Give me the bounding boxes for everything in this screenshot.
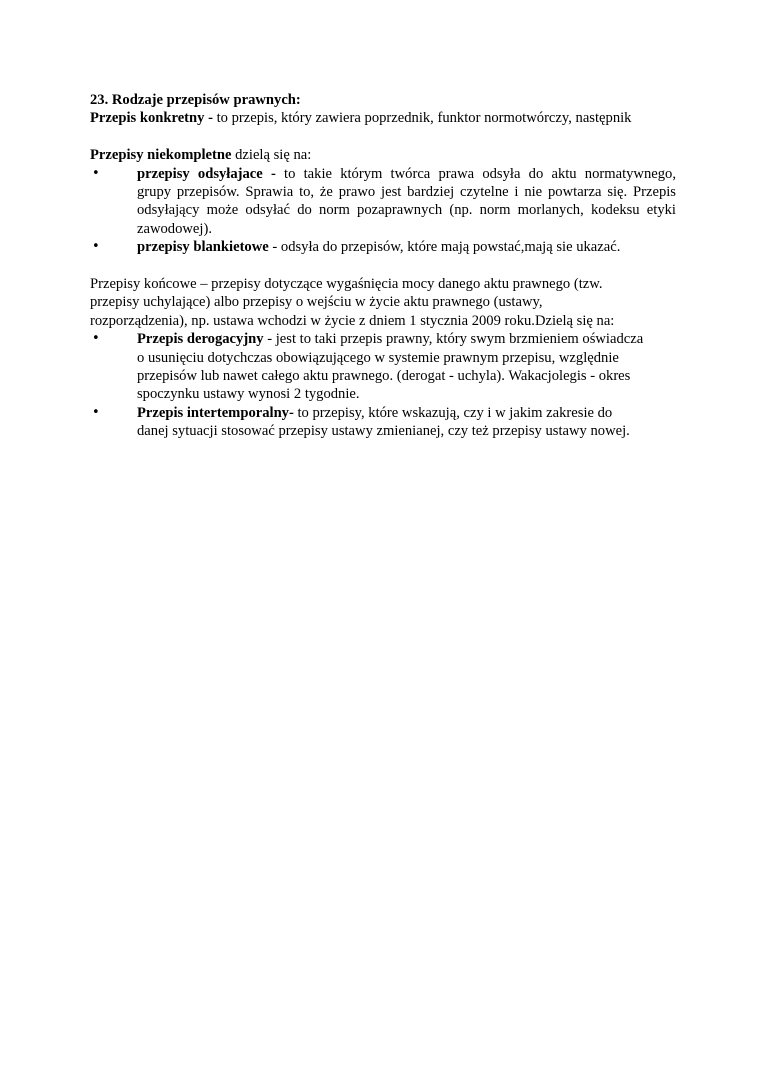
przepis-konkretny-term: Przepis konkretny -	[90, 110, 213, 127]
paragraph-spacer	[90, 128, 676, 146]
blankietowe-line-1	[137, 238, 676, 256]
intertemporalny-line-2: danej sytuacji stosować przepisy ustawy zmienianej, czy też przepisy ustawy nowej.	[137, 423, 630, 440]
koncowe-list	[90, 330, 676, 440]
derogacyjny-line-4: spoczynku ustawy wynosi 2 tygodnie.	[137, 386, 360, 403]
przepis-konkretny-text: to przepis, który zawiera poprzednik, funktor normotwórczy, następnik	[212, 110, 632, 127]
derogacyjny-line-1	[137, 330, 676, 348]
bullet-icon: •	[92, 404, 100, 420]
przepisy-niekompletne-intro	[90, 146, 676, 164]
koncowe-line-3: rozporządzenia), np. ustawa wchodzi w życie z dniem 1 stycznia 2009 roku.Dzielą się na:	[90, 312, 615, 329]
intertemporalny-text-1: to przepisy, które wskazują, czy i w jakim zakresie do	[293, 404, 613, 421]
bullet-icon: •	[92, 331, 100, 347]
derogacyjny-text-1: - jest to taki przepis prawny, który swym brzmieniem oświadcza	[263, 331, 644, 348]
odsylajace-term: przepisy odsyłajace -	[137, 165, 276, 182]
section-heading: 23. Rodzaje przepisów prawnych:	[90, 92, 301, 108]
przepis-konkretny-paragraph	[90, 109, 676, 127]
derogacyjny-term: Przepis derogacyjny	[137, 331, 264, 348]
przepisy-niekompletne-term: Przepisy niekompletne	[90, 147, 232, 164]
odsylajace-line-1	[137, 165, 676, 183]
document-page	[90, 91, 676, 441]
derogacyjny-line-3: przepisów lub nawet całego aktu prawnego. (derogat - uchyla). Wakacjolegis - okres	[137, 368, 631, 385]
koncowe-line-2: przepisy uchylające) albo przepisy o wejściu w życie aktu prawnego (ustawy,	[90, 294, 543, 311]
bullet-icon: •	[92, 239, 100, 255]
list-item-odsylajace	[90, 165, 676, 239]
intertemporalny-term: Przepis intertemporalny-	[137, 404, 294, 421]
blankietowe-text-1: - odsyła do przepisów, które mają powstać,mają sie ukazać.	[268, 239, 621, 256]
odsylajace-line-2: grupy przepisów. Sprawia to, że prawo jest bardziej czytelne i nie powtarza się. Przepis	[137, 184, 676, 201]
intertemporalny-line-1	[137, 404, 676, 422]
list-item-derogacyjny	[90, 330, 676, 404]
list-item-blankietowe	[90, 238, 676, 256]
blankietowe-term: przepisy blankietowe	[137, 239, 269, 256]
odsylajace-text-1: to takie którym twórca prawa odsyła do aktu normatywnego,	[275, 165, 676, 182]
bullet-icon: •	[92, 165, 100, 181]
odsylajace-line-4: zawodowej).	[137, 220, 212, 237]
paragraph-spacer	[90, 257, 676, 275]
koncowe-line-1: Przepisy końcowe – przepisy dotyczące wygaśnięcia mocy danego aktu prawnego (tzw.	[90, 276, 603, 293]
derogacyjny-line-2: o usunięciu dotychczas obowiązującego w systemie prawnym przepisu, względnie	[137, 349, 619, 366]
odsylajace-line-3: odsyłający może odsyłać do norm pozaprawnych (np. norm morlanych, kodeksu etyki	[137, 202, 676, 219]
niekompletne-list	[90, 165, 676, 257]
list-item-intertemporalny	[90, 404, 676, 441]
przepisy-niekompletne-text: dzielą się na:	[231, 147, 312, 164]
